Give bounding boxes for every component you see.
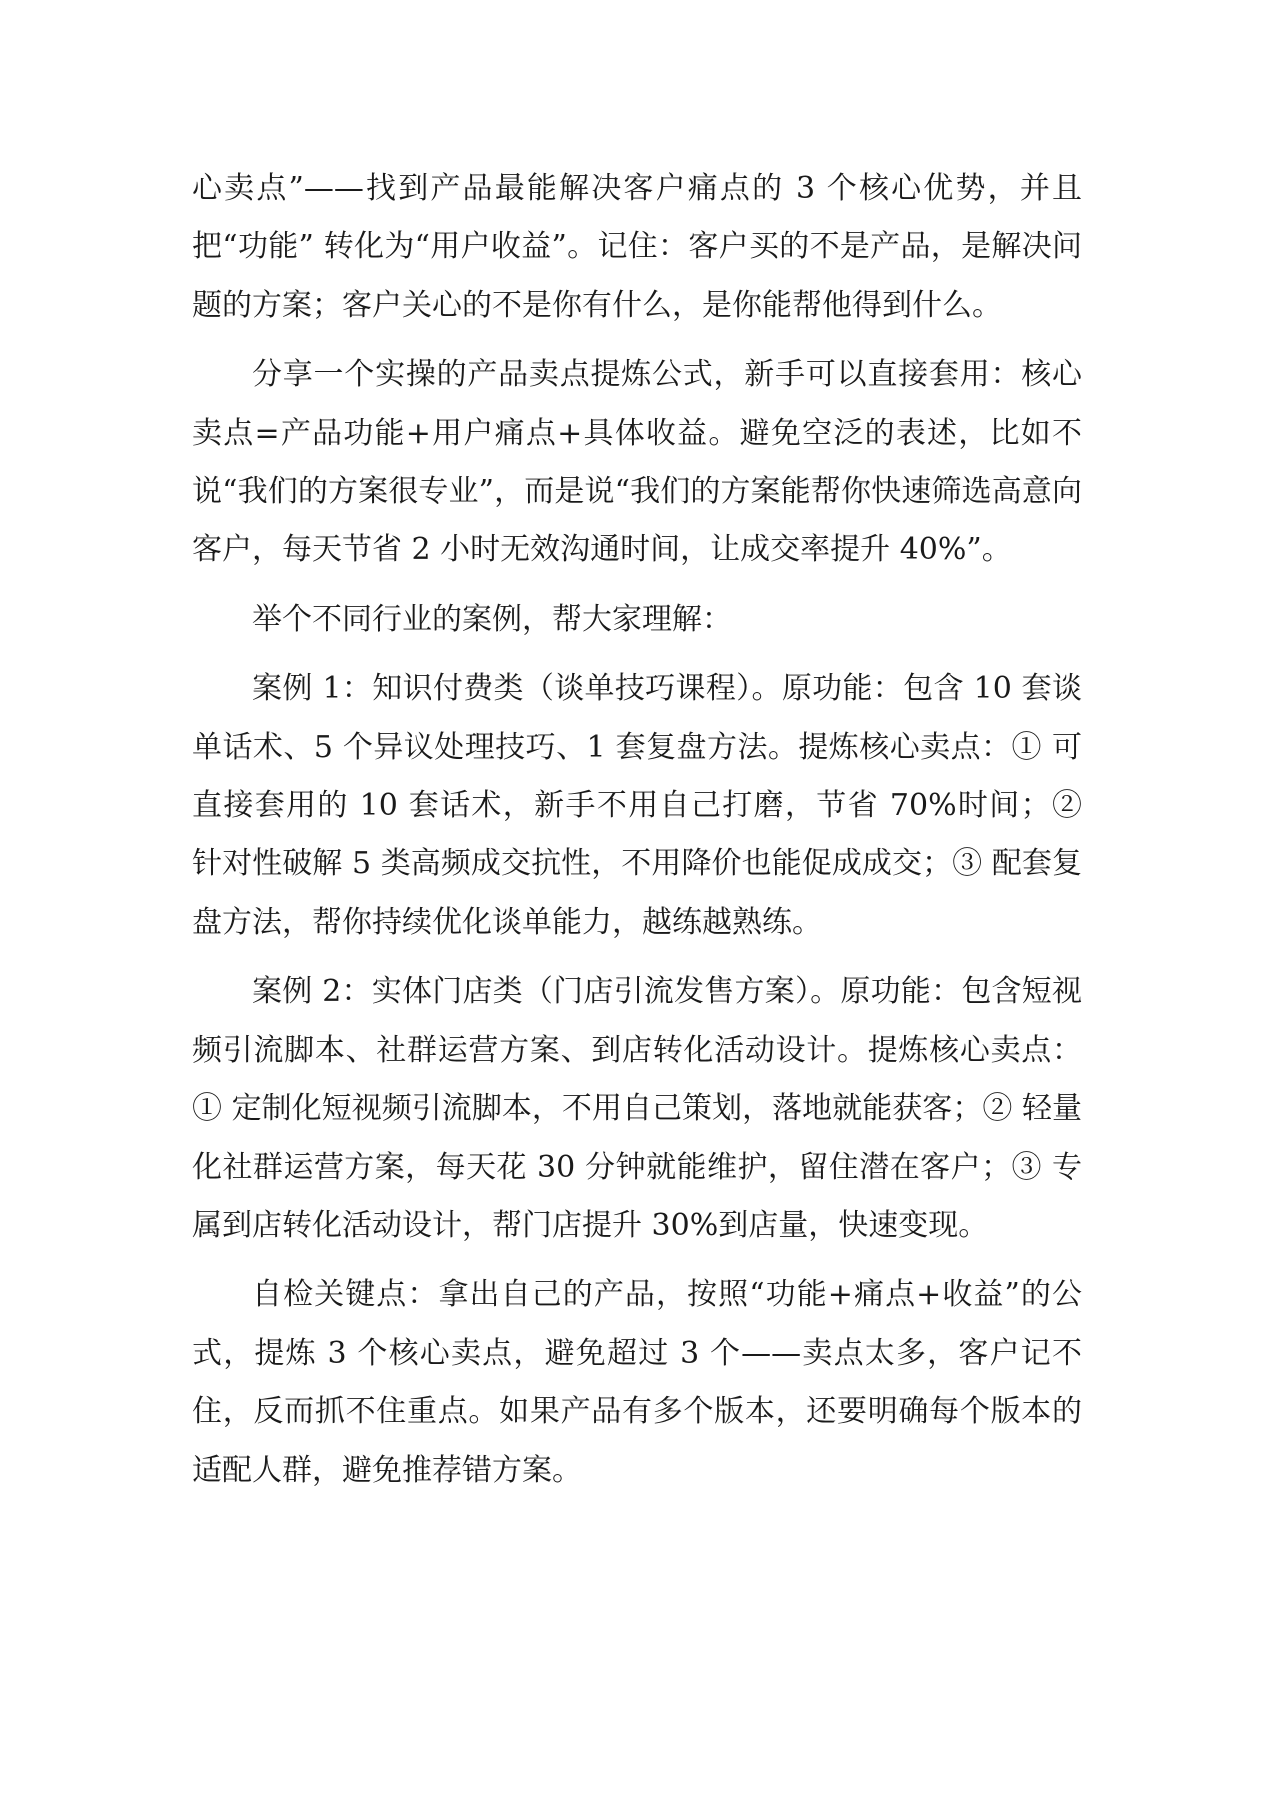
paragraph-case-1: 案例 1：知识付费类（谈单技巧课程）。原功能：包含 10 套谈单话术、5 个异议处理技巧、1 套复盘方法。提炼核心卖点：① 可直接套用的 10 套话术，新手不用自己打磨，节省 70%时间；② 针对性破解 5 类高频成交抗性，不用降价也能促成成交；③ 配套复盘方法，帮你持续优化谈单能力，越练越熟练。: [192, 671, 1082, 940]
paragraph-continued-selling-points: 心卖点”——找到产品最能解决客户痛点的 3 个核心优势，并且把“功能” 转化为“用户收益”。记住：客户买的不是产品，是解决问题的方案；客户关心的不是你有什么，是你能帮他得到什么。: [192, 171, 1082, 323]
paragraph-self-check: 自检关键点：拿出自己的产品，按照“功能+痛点+收益”的公式，提炼 3 个核心卖点，避免超过 3 个——卖点太多，客户记不住，反而抓不住重点。如果产品有多个版本，还要明确每个版本的适配人群，避免推荐错方案。: [192, 1277, 1082, 1488]
paragraph-case-intro: 举个不同行业的案例，帮大家理解：: [252, 601, 732, 637]
paragraph-formula: 分享一个实操的产品卖点提炼公式，新手可以直接套用：核心卖点=产品功能+用户痛点+具体收益。避免空泛的表述，比如不说“我们的方案很专业”，而是说“我们的方案能帮你快速筛选高意向客户，每天节省 2 小时无效沟通时间，让成交率提升 40%”。: [192, 357, 1082, 568]
paragraph-case-2: 案例 2：实体门店类（门店引流发售方案）。原功能：包含短视频引流脚本、社群运营方案、到店转化活动设计。提炼核心卖点：① 定制化短视频引流脚本，不用自己策划，落地就能获客；② 轻量化社群运营方案，每天花 30 分钟就能维护，留住潜在客户；③ 专属到店转化活动设计，帮门店提升 30%到店量，快速变现。: [192, 974, 1082, 1243]
document-body: [192, 160, 1082, 1511]
